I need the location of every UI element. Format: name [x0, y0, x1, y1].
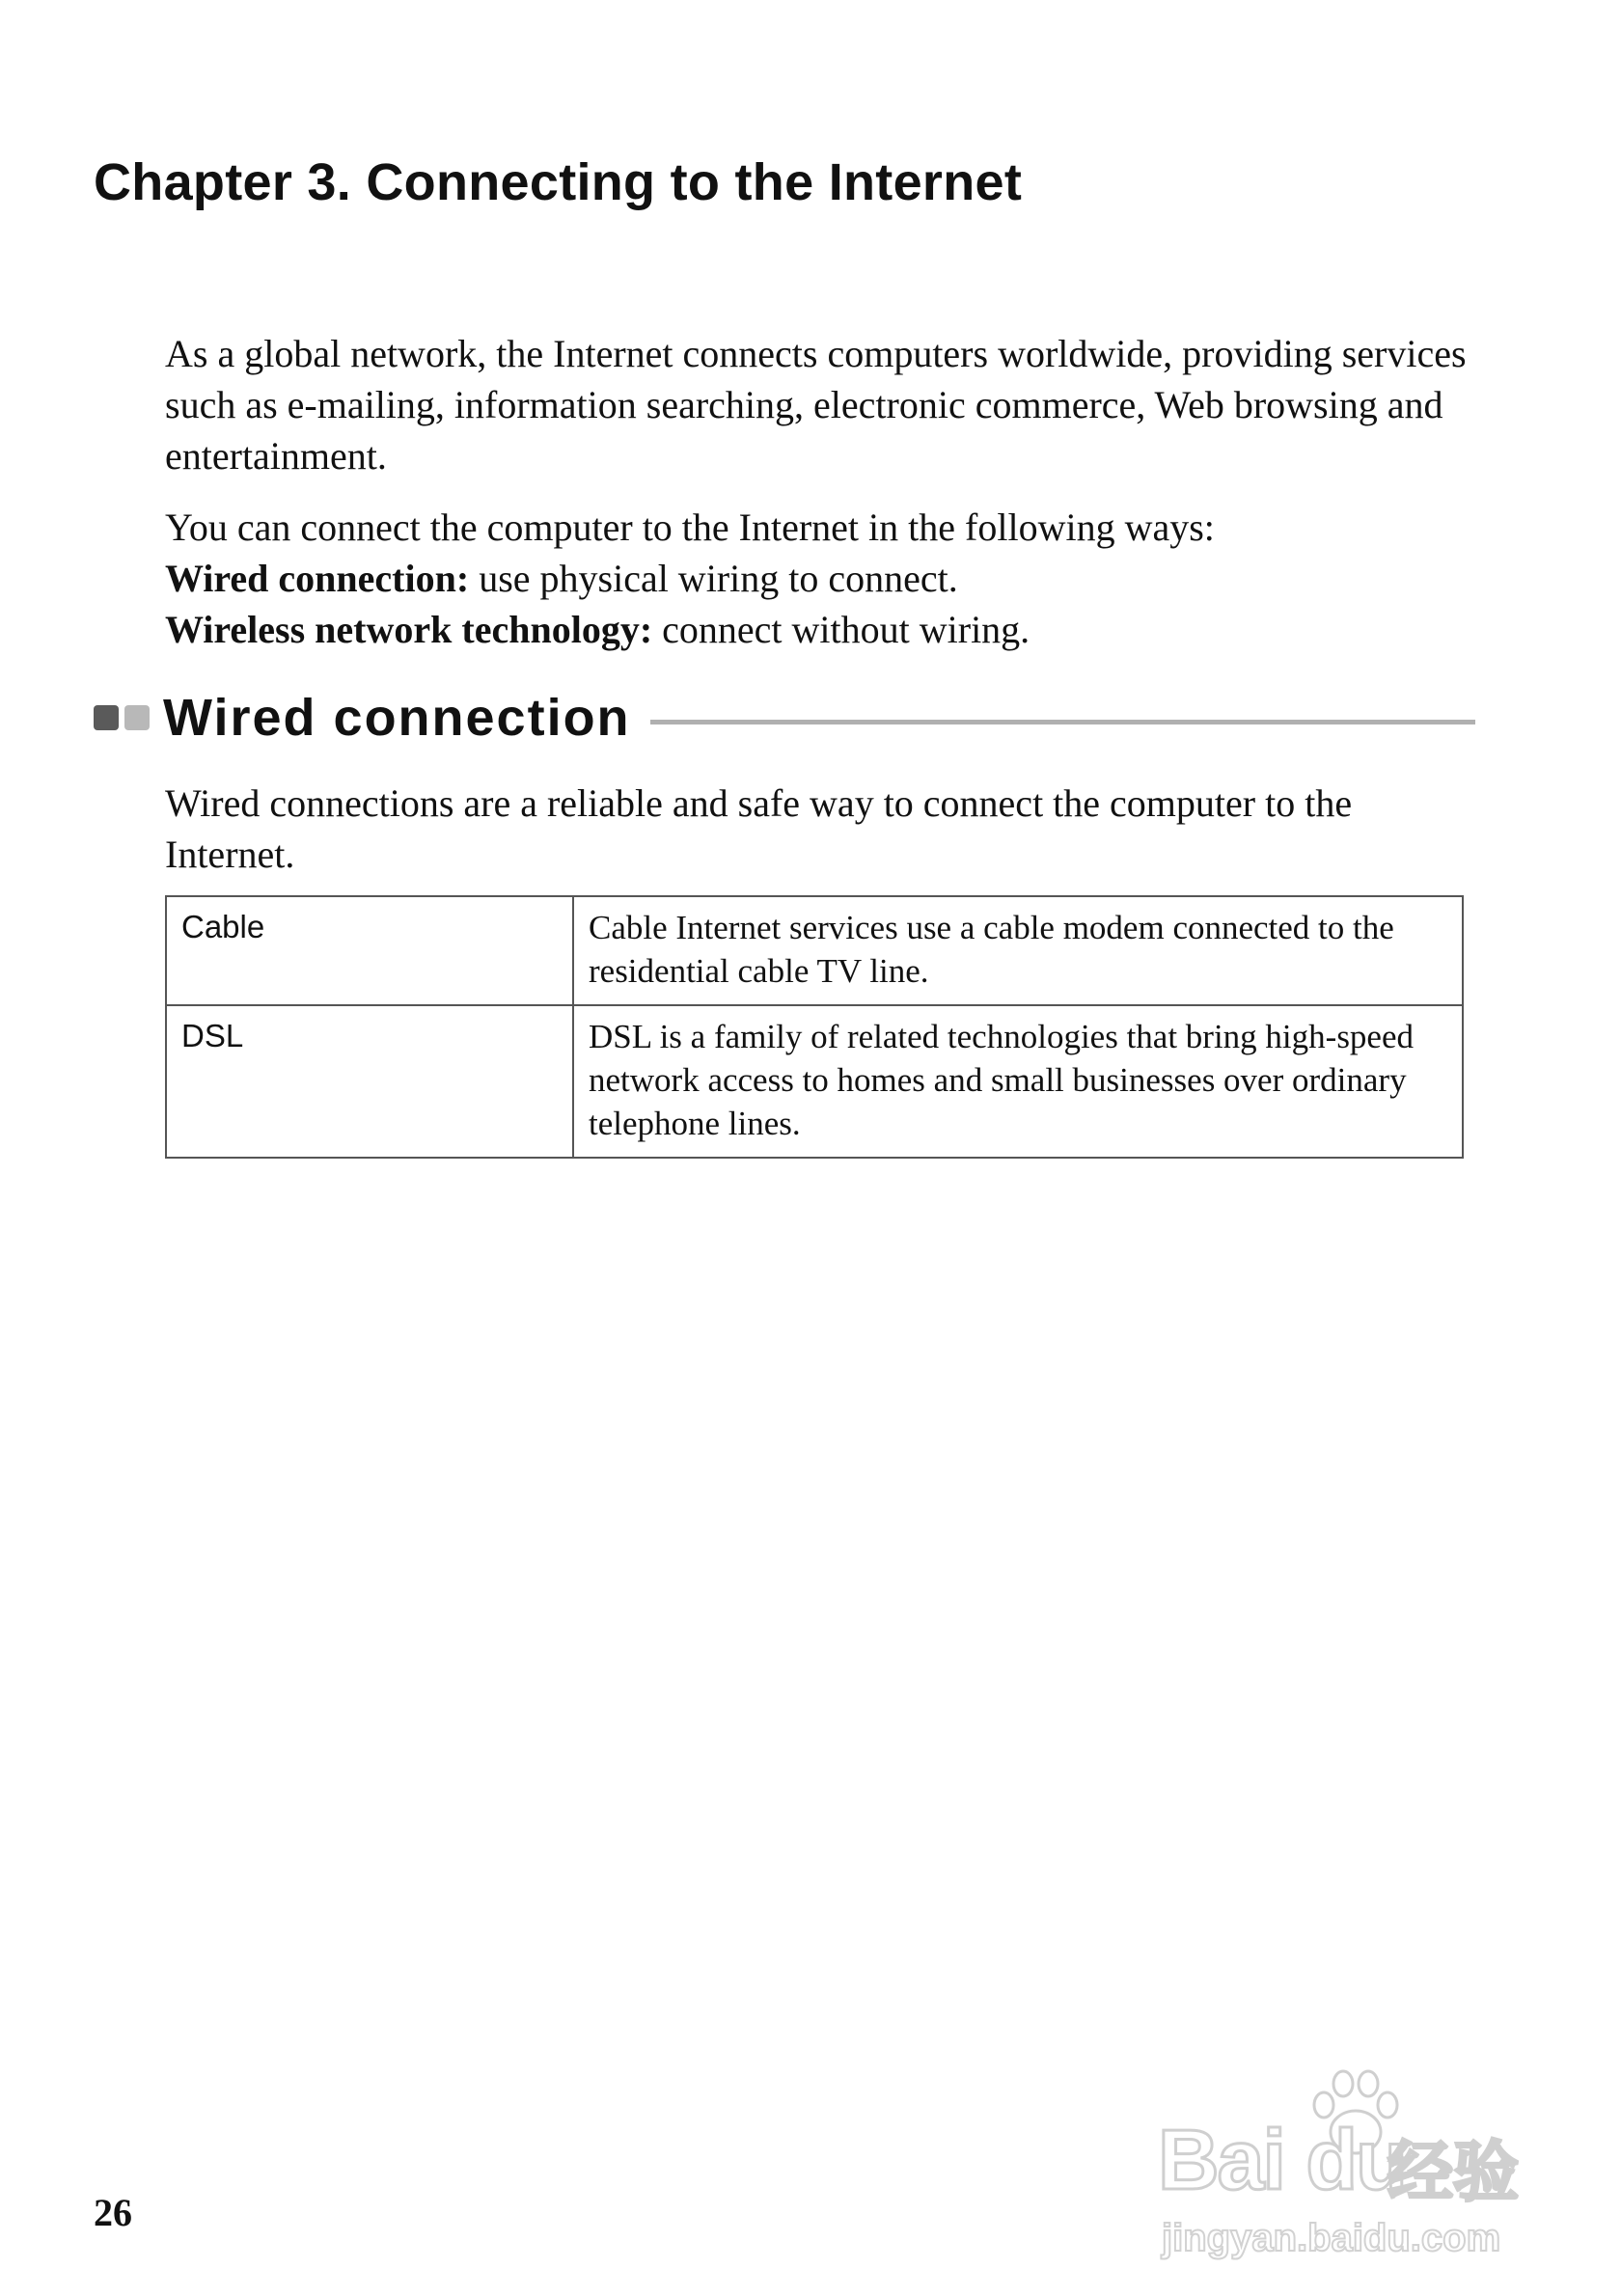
table-row: [166, 896, 1463, 1005]
watermark-brand: Bai du: [1158, 2112, 1406, 2207]
dark-square-icon: [94, 705, 119, 730]
wired-desc: use physical wiring to connect.: [469, 557, 958, 600]
section-intro: Wired connections are a reliable and safe way to connect the computer to the Internet.: [165, 781, 1353, 876]
watermark-chinese: 经验: [1387, 2135, 1520, 2211]
connection-table: [165, 895, 1464, 1159]
section-bullet-icon: [94, 705, 150, 730]
ways-lead: You can connect the computer to the Internet in the following ways:: [165, 506, 1215, 549]
table-cell-description: Cable Internet services use a cable modem connected to the residential cable TV line.: [573, 896, 1463, 1005]
table-cell-term: DSL: [166, 1005, 573, 1158]
wired-term: Wired connection:: [165, 557, 470, 600]
table-cell-term: Cable: [166, 896, 573, 1005]
connection-ways: [165, 502, 1477, 655]
section-rule: [650, 720, 1475, 724]
section-title: Wired connection: [163, 689, 631, 747]
wired-way-line: [165, 553, 1477, 604]
page-number: 26: [94, 2191, 132, 2234]
table-row: [166, 1005, 1463, 1158]
section-heading: [94, 689, 1475, 747]
baidu-watermark: [1158, 2064, 1544, 2257]
wireless-term: Wireless network technology:: [165, 608, 653, 651]
light-square-icon: [124, 705, 150, 730]
intro-paragraph: As a global network, the Internet connects computers worldwide, providing services such as e-mailing, information searching, electronic commerce, Web browsing and entertainment.: [165, 332, 1467, 478]
chapter-title: Chapter 3. Connecting to the Internet: [94, 153, 1023, 211]
wireless-way-line: [165, 604, 1477, 655]
table-cell-description: DSL is a family of related technologies that bring high-speed network access to homes and small businesses over ordinary telephone lines.: [573, 1005, 1463, 1158]
watermark-url: jingyan.baidu.com: [1162, 2217, 1501, 2259]
wireless-desc: connect without wiring.: [652, 608, 1030, 651]
